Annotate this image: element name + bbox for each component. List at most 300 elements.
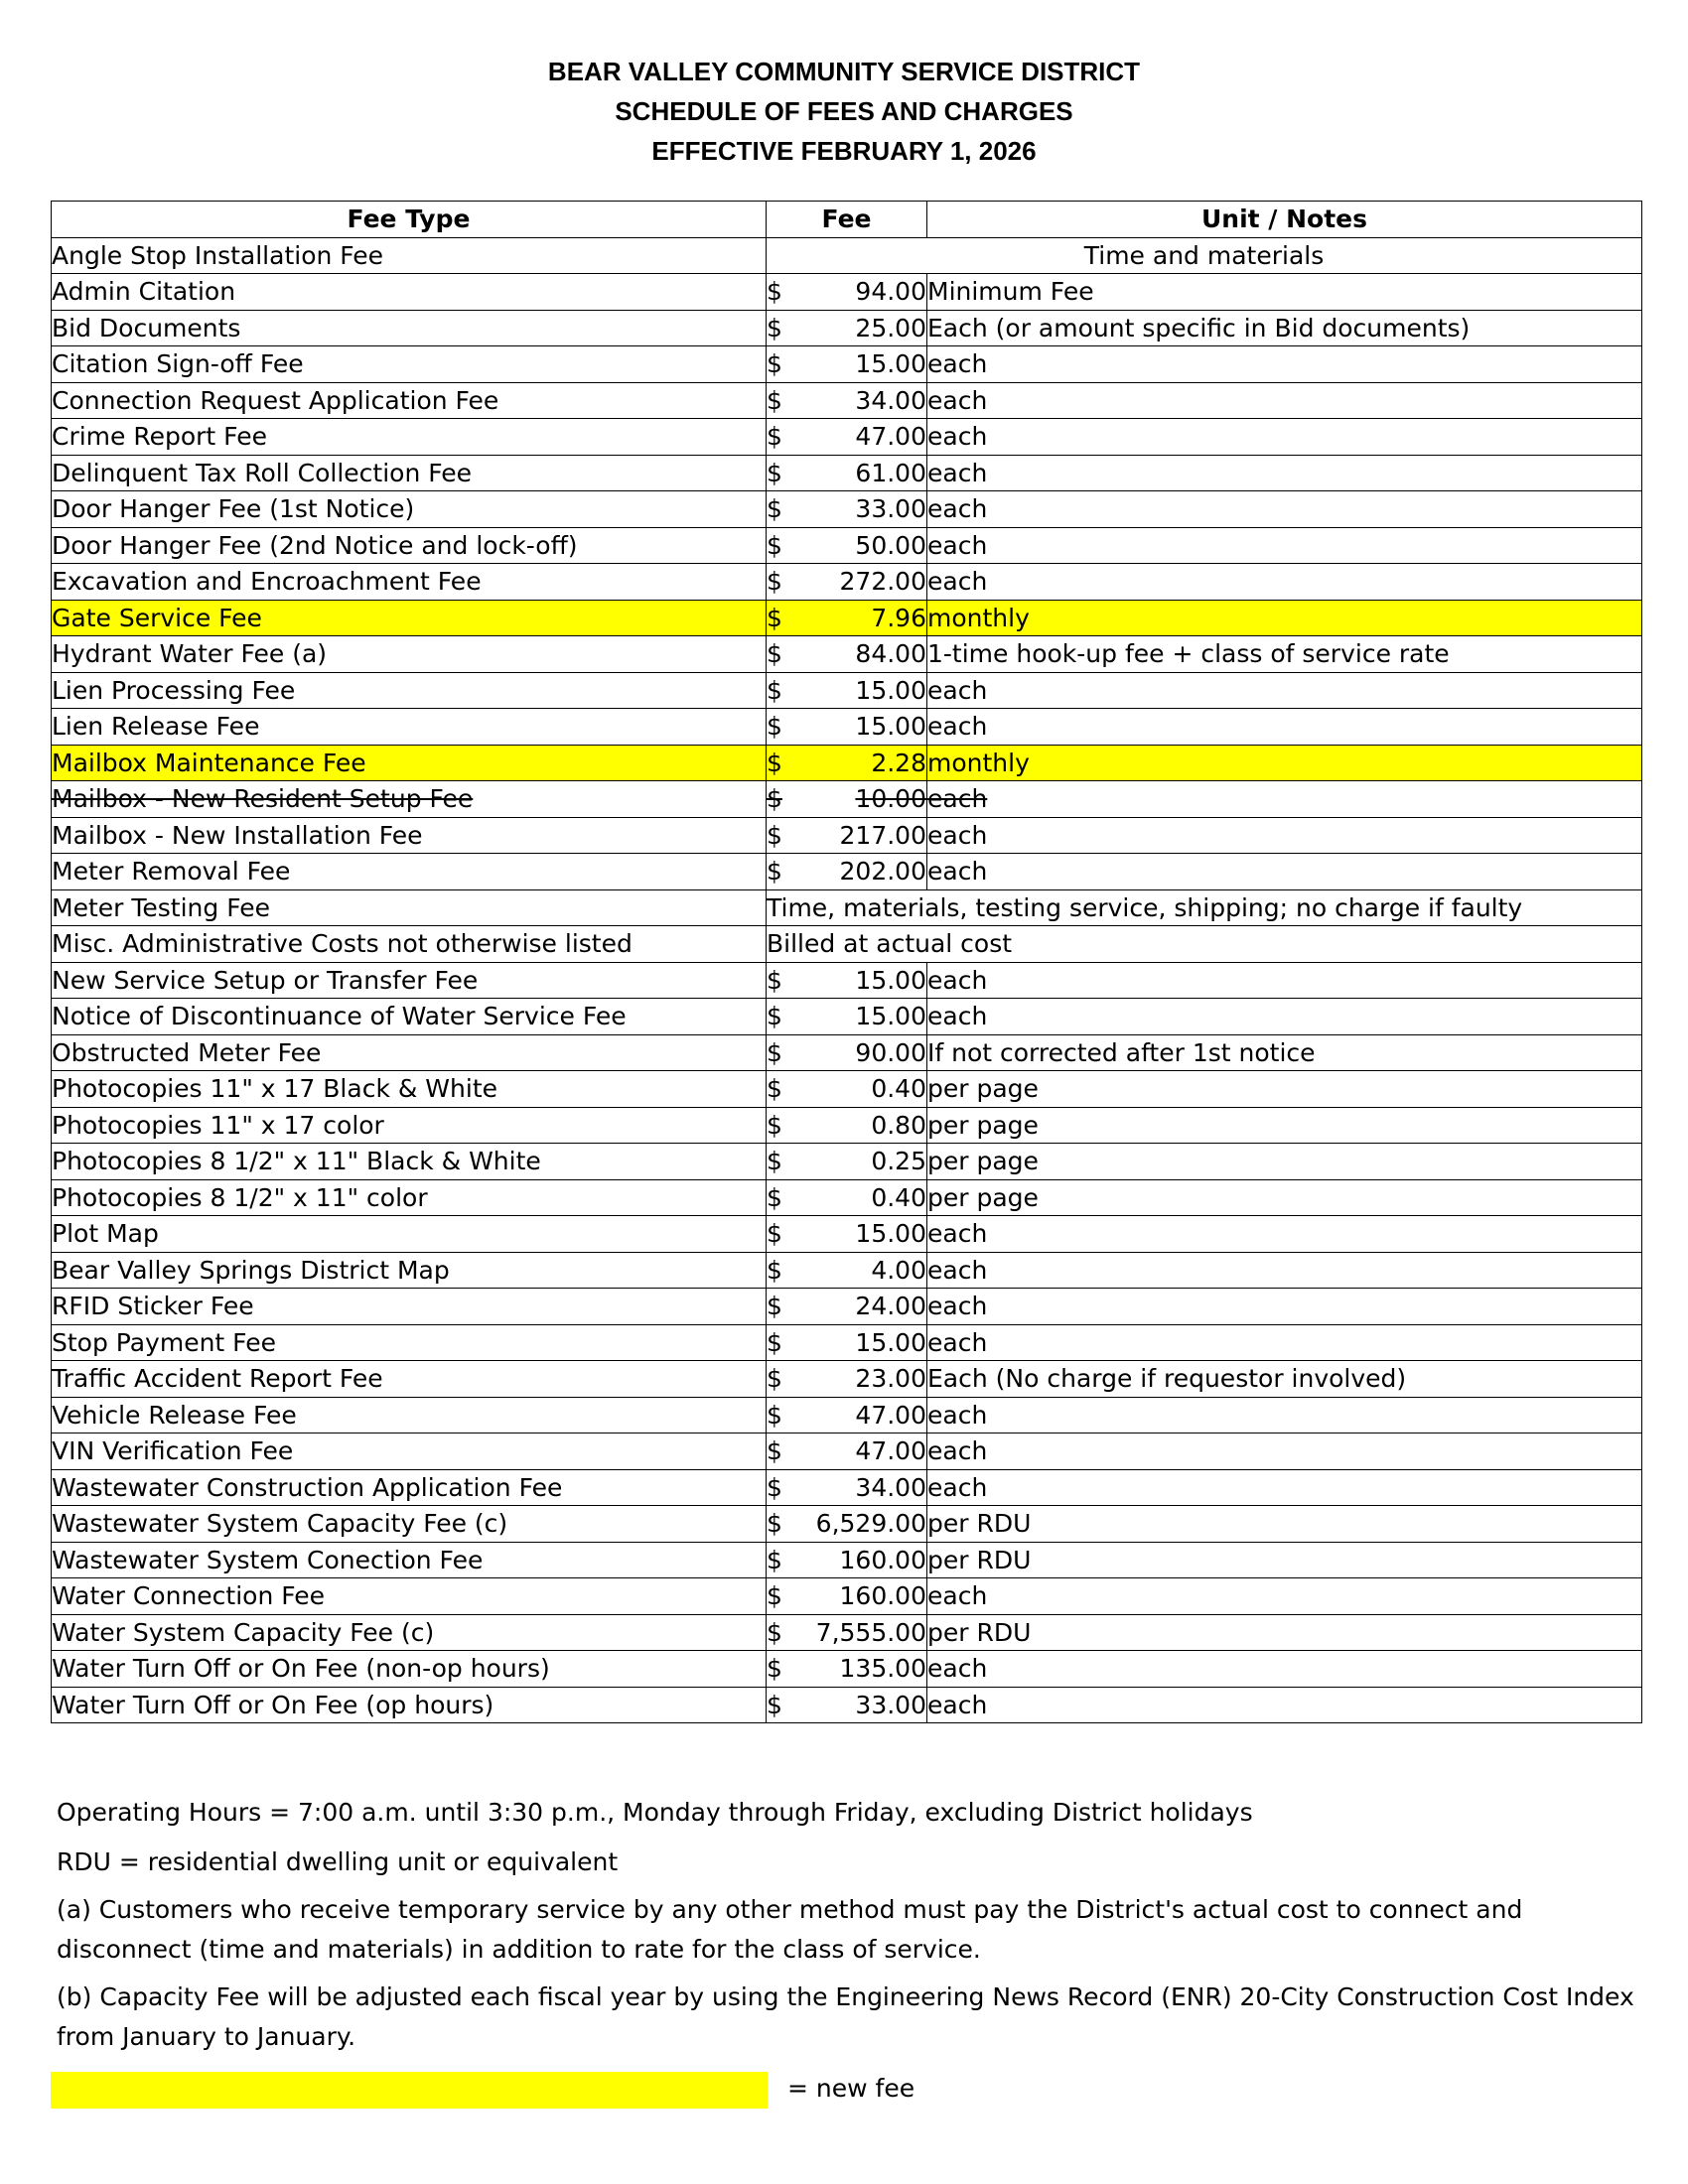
unit-notes-cell — [927, 1578, 1642, 1615]
fee-amount: 135.00 — [839, 1654, 926, 1684]
fee-amount: 0.80 — [871, 1110, 926, 1140]
currency-symbol: $ — [767, 1436, 782, 1466]
fee-type-text: Hydrant Water Fee (a) — [52, 639, 328, 669]
fee-amount: 33.00 — [855, 1690, 926, 1719]
fee-type-text: Crime Report Fee — [52, 422, 267, 452]
unit-notes-text: each — [927, 530, 988, 560]
fee-type-cell — [52, 1289, 767, 1325]
currency-symbol: $ — [767, 494, 782, 524]
unit-notes-text: each — [927, 1255, 988, 1285]
unit-notes-cell — [927, 382, 1642, 419]
currency-symbol: $ — [767, 1182, 782, 1212]
unit-notes-cell — [927, 709, 1642, 746]
unit-notes-text: each — [927, 1436, 988, 1466]
table-row — [52, 709, 1642, 746]
fee-type-cell — [52, 636, 767, 673]
table-row — [52, 1034, 1642, 1071]
unit-notes-cell — [927, 600, 1642, 636]
fee-amount: 272.00 — [839, 567, 926, 597]
unit-notes-text: each — [927, 1581, 988, 1611]
currency-symbol: $ — [767, 385, 782, 415]
table-row — [52, 999, 1642, 1035]
fee-amount: 15.00 — [855, 712, 926, 742]
unit-notes-text: each — [927, 857, 988, 887]
fee-type-text: Mailbox - New Installation Fee — [52, 820, 423, 850]
currency-symbol: $ — [767, 1690, 782, 1719]
currency-symbol: $ — [767, 1219, 782, 1249]
fee-type-cell — [52, 709, 767, 746]
fee-amount: 0.40 — [871, 1074, 926, 1104]
fee-type-text: Mailbox Maintenance Fee — [52, 748, 366, 777]
unit-notes-cell — [927, 491, 1642, 528]
fee-type-text: Photocopies 8 1/2" x 11" color — [52, 1182, 428, 1212]
fee-amount: 15.00 — [855, 1327, 926, 1357]
fee-amount: 4.00 — [871, 1255, 926, 1285]
fee-amount-cell — [767, 1289, 927, 1325]
fee-type-text: Lien Processing Fee — [52, 675, 296, 705]
unit-notes-text: each — [927, 1654, 988, 1684]
table-row — [52, 889, 1642, 926]
currency-symbol: $ — [767, 784, 782, 814]
currency-symbol: $ — [767, 1147, 782, 1176]
table-row — [52, 636, 1642, 673]
fee-type-text: Water System Capacity Fee (c) — [52, 1617, 435, 1647]
fee-type-cell — [52, 999, 767, 1035]
unit-notes-cell — [927, 1397, 1642, 1433]
fee-type-cell — [52, 926, 767, 963]
table-row — [52, 274, 1642, 311]
currency-symbol: $ — [767, 965, 782, 995]
fee-amount-cell — [767, 1614, 927, 1651]
fee-type-text: Vehicle Release Fee — [52, 1400, 297, 1430]
currency-symbol: $ — [767, 567, 782, 597]
fee-amount: 217.00 — [839, 820, 926, 850]
unit-notes-cell — [927, 999, 1642, 1035]
fee-type-cell — [52, 310, 767, 346]
fee-amount: 7.96 — [871, 603, 926, 632]
unit-notes-text: per page — [927, 1110, 1039, 1140]
fee-type-cell — [52, 1216, 767, 1253]
fee-type-text: Angle Stop Installation Fee — [52, 240, 384, 270]
fee-type-text: RFID Sticker Fee — [52, 1292, 254, 1321]
table-row — [52, 600, 1642, 636]
currency-symbol: $ — [767, 1472, 782, 1502]
fee-amount: 47.00 — [855, 422, 926, 452]
table-row — [52, 1469, 1642, 1506]
table-row — [52, 1397, 1642, 1433]
table-row — [52, 1179, 1642, 1216]
unit-notes-cell — [927, 1506, 1642, 1543]
fee-type-text: Photocopies 8 1/2" x 11" Black & White — [52, 1147, 541, 1176]
fee-type-text: Plot Map — [52, 1219, 159, 1249]
fee-type-cell — [52, 1506, 767, 1543]
fee-type-cell — [52, 1034, 767, 1071]
fee-amount-cell — [767, 274, 927, 311]
fee-type-cell — [52, 817, 767, 854]
currency-symbol: $ — [767, 639, 782, 669]
fee-type-text: Misc. Administrative Costs not otherwise listed — [52, 929, 633, 959]
fee-type-text: Mailbox - New Resident Setup Fee — [52, 784, 474, 814]
fee-amount: 10.00 — [855, 784, 926, 814]
table-row — [52, 817, 1642, 854]
currency-symbol: $ — [767, 349, 782, 379]
fee-type-cell — [52, 1144, 767, 1180]
unit-notes-cell — [927, 1433, 1642, 1470]
unit-notes-cell — [927, 1542, 1642, 1578]
fee-amount: 160.00 — [839, 1581, 926, 1611]
table-row — [52, 346, 1642, 383]
unit-notes-text: each — [927, 458, 988, 487]
fee-amount-cell — [767, 1179, 927, 1216]
fee-type-cell — [52, 346, 767, 383]
unit-notes-text: Each (or amount specific in Bid documents) — [927, 313, 1471, 342]
fee-amount-cell — [767, 564, 927, 601]
fee-type-cell — [52, 1687, 767, 1723]
fee-type-cell — [52, 527, 767, 564]
fee-type-text: Door Hanger Fee (2nd Notice and lock-off) — [52, 530, 578, 560]
table-row — [52, 1542, 1642, 1578]
fee-amount: 15.00 — [855, 965, 926, 995]
fee-type-text: Excavation and Encroachment Fee — [52, 567, 482, 597]
unit-notes-text: each — [927, 1472, 988, 1502]
fee-type-text: Citation Sign-off Fee — [52, 349, 304, 379]
fee-amount-cell — [767, 999, 927, 1035]
unit-notes-text: each — [927, 820, 988, 850]
fee-type-text: Meter Testing Fee — [52, 892, 270, 922]
footnote-b-line1: (b) Capacity Fee will be adjusted each fiscal year by using the Engineering News Record (ENR) 20-City Construction Cost Index — [57, 1982, 1634, 2011]
table-row — [52, 1144, 1642, 1180]
fee-type-text: Water Turn Off or On Fee (op hours) — [52, 1690, 494, 1719]
table-row — [52, 1687, 1642, 1723]
fee-type-cell — [52, 1614, 767, 1651]
unit-notes-cell — [927, 1324, 1642, 1361]
fee-type-cell — [52, 1542, 767, 1578]
currency-symbol: $ — [767, 1074, 782, 1104]
fee-amount: 47.00 — [855, 1436, 926, 1466]
fee-amount: 90.00 — [855, 1037, 926, 1067]
fee-type-cell — [52, 455, 767, 491]
unit-notes-text: monthly — [927, 603, 1030, 632]
unit-notes-cell — [927, 1614, 1642, 1651]
unit-notes-cell — [927, 672, 1642, 709]
table-row — [52, 1324, 1642, 1361]
unit-notes-text: Each (No charge if requestor involved) — [927, 1364, 1407, 1394]
unit-notes-cell — [927, 455, 1642, 491]
schedule-title: SCHEDULE OF FEES AND CHARGES — [615, 96, 1073, 126]
fee-amount-cell — [767, 1361, 927, 1398]
table-row — [52, 854, 1642, 890]
footnote-b-line2: from January to January. — [57, 2022, 356, 2051]
fee-type-cell — [52, 745, 767, 781]
fee-type-text: Connection Request Application Fee — [52, 385, 499, 415]
table-row — [52, 527, 1642, 564]
fee-type-cell — [52, 1361, 767, 1398]
unit-notes-cell — [927, 781, 1642, 818]
fee-type-cell — [52, 1433, 767, 1470]
merged-fee-notes-cell — [767, 926, 1642, 963]
district-name: BEAR VALLEY COMMUNITY SERVICE DISTRICT — [547, 57, 1141, 86]
fee-type-text: Lien Release Fee — [52, 712, 260, 742]
fee-amount-cell — [767, 310, 927, 346]
fee-amount-cell — [767, 854, 927, 890]
fee-amount: 25.00 — [855, 313, 926, 342]
fee-type-cell — [52, 1107, 767, 1144]
unit-notes-cell — [927, 1361, 1642, 1398]
currency-symbol: $ — [767, 1002, 782, 1031]
rdu-definition: RDU = residential dwelling unit or equivalent — [57, 1847, 619, 1876]
fee-type-cell — [52, 1397, 767, 1433]
unit-notes-cell — [927, 1107, 1642, 1144]
fee-amount-cell — [767, 600, 927, 636]
unit-notes-cell — [927, 564, 1642, 601]
fee-type-text: Wastewater Construction Application Fee — [52, 1472, 563, 1502]
fee-amount-cell — [767, 1506, 927, 1543]
fee-amount-cell — [767, 962, 927, 999]
currency-symbol: $ — [767, 1110, 782, 1140]
unit-notes-cell — [927, 1252, 1642, 1289]
fee-type-cell — [52, 491, 767, 528]
fee-type-text: Stop Payment Fee — [52, 1327, 276, 1357]
fee-amount-cell — [767, 1687, 927, 1723]
fee-type-cell — [52, 274, 767, 311]
currency-symbol: $ — [767, 603, 782, 632]
table-row — [52, 1614, 1642, 1651]
unit-notes-text: monthly — [927, 748, 1030, 777]
fee-amount: 2.28 — [871, 748, 926, 777]
table-row — [52, 962, 1642, 999]
unit-notes-text: each — [927, 1400, 988, 1430]
fee-amount-cell — [767, 1252, 927, 1289]
fee-type-text: Gate Service Fee — [52, 603, 262, 632]
table-row — [52, 745, 1642, 781]
unit-notes-cell — [927, 1071, 1642, 1108]
fee-amount-cell — [767, 1144, 927, 1180]
fee-type-cell — [52, 1179, 767, 1216]
table-row — [52, 382, 1642, 419]
unit-notes-cell — [927, 1179, 1642, 1216]
merged-fee-notes-cell — [767, 889, 1642, 926]
fee-amount-cell — [767, 1107, 927, 1144]
document-header — [0, 52, 1688, 171]
unit-notes-cell — [927, 346, 1642, 383]
fee-type-text: Admin Citation — [52, 277, 236, 307]
fee-type-text: Traffic Accident Report Fee — [52, 1364, 383, 1394]
unit-notes-cell — [927, 1687, 1642, 1723]
table-row — [52, 1107, 1642, 1144]
fee-type-text: Delinquent Tax Roll Collection Fee — [52, 458, 473, 487]
unit-notes-cell — [927, 962, 1642, 999]
fee-amount-cell — [767, 491, 927, 528]
fee-type-text: Wastewater System Conection Fee — [52, 1545, 484, 1574]
table-row — [52, 1361, 1642, 1398]
effective-date: EFFECTIVE FEBRUARY 1, 2026 — [651, 136, 1037, 166]
unit-notes-text: If not corrected after 1st notice — [927, 1037, 1316, 1067]
unit-notes-cell — [927, 636, 1642, 673]
new-fee-legend-text: = new fee — [787, 2074, 915, 2103]
fee-type-cell — [52, 1071, 767, 1108]
fee-amount: 34.00 — [855, 385, 926, 415]
unit-notes-text: per RDU — [927, 1545, 1032, 1574]
unit-notes-cell — [927, 1144, 1642, 1180]
currency-symbol: $ — [767, 1509, 782, 1539]
fee-amount: 15.00 — [855, 1219, 926, 1249]
unit-notes-text: per page — [927, 1074, 1039, 1104]
fee-amount: 94.00 — [855, 277, 926, 307]
table-row — [52, 1578, 1642, 1615]
table-row — [52, 1506, 1642, 1543]
unit-notes-text: 1-time hook-up fee + class of service rate — [927, 639, 1450, 669]
unit-notes-text: each — [927, 965, 988, 995]
fee-amount-cell — [767, 1542, 927, 1578]
fee-type-cell — [52, 1469, 767, 1506]
currency-symbol: $ — [767, 1255, 782, 1285]
unit-notes-text: per RDU — [927, 1509, 1032, 1539]
fee-type-cell — [52, 781, 767, 818]
table-row — [52, 781, 1642, 818]
unit-notes-text: each — [927, 1327, 988, 1357]
unit-notes-cell — [927, 854, 1642, 890]
currency-symbol: $ — [767, 748, 782, 777]
fee-amount: 15.00 — [855, 1002, 926, 1031]
fee-amount: 15.00 — [855, 349, 926, 379]
table-row — [52, 455, 1642, 491]
fee-amount-cell — [767, 672, 927, 709]
fee-type-cell — [52, 564, 767, 601]
fee-amount: 7,555.00 — [815, 1617, 926, 1647]
unit-notes-cell — [927, 419, 1642, 456]
fee-type-text: Water Turn Off or On Fee (non-op hours) — [52, 1654, 550, 1684]
fee-description-text: Time and materials — [1083, 240, 1325, 270]
currency-symbol: $ — [767, 530, 782, 560]
fee-amount: 34.00 — [855, 1472, 926, 1502]
table-row — [52, 1651, 1642, 1688]
table-row — [52, 564, 1642, 601]
currency-symbol: $ — [767, 1327, 782, 1357]
fee-amount-cell — [767, 1324, 927, 1361]
column-header-fee: Fee — [767, 202, 927, 238]
fee-amount: 160.00 — [839, 1545, 926, 1574]
fee-type-text: Photocopies 11" x 17 Black & White — [52, 1074, 497, 1104]
fee-type-text: VIN Verification Fee — [52, 1436, 294, 1466]
fee-amount: 6,529.00 — [815, 1509, 926, 1539]
table-row — [52, 1433, 1642, 1470]
fee-type-text: Door Hanger Fee (1st Notice) — [52, 494, 415, 524]
currency-symbol: $ — [767, 1654, 782, 1684]
fee-rows — [52, 237, 1642, 1723]
unit-notes-cell — [927, 1651, 1642, 1688]
fee-amount: 47.00 — [855, 1400, 926, 1430]
fee-amount-cell — [767, 382, 927, 419]
column-header-unit-notes: Unit / Notes — [927, 202, 1642, 238]
fee-amount: 50.00 — [855, 530, 926, 560]
fee-type-cell — [52, 419, 767, 456]
unit-notes-cell — [927, 310, 1642, 346]
unit-notes-cell — [927, 745, 1642, 781]
fee-amount: 202.00 — [839, 857, 926, 887]
new-fee-legend-swatch — [51, 2072, 768, 2109]
unit-notes-text: per page — [927, 1147, 1039, 1176]
table-row — [52, 310, 1642, 346]
unit-notes-cell — [927, 274, 1642, 311]
fee-amount-cell — [767, 346, 927, 383]
fee-description-text: Billed at actual cost — [767, 929, 1013, 959]
currency-symbol: $ — [767, 857, 782, 887]
unit-notes-cell — [927, 1469, 1642, 1506]
currency-symbol: $ — [767, 1581, 782, 1611]
unit-notes-text: each — [927, 712, 988, 742]
table-row — [52, 1071, 1642, 1108]
column-header-fee-type: Fee Type — [52, 202, 767, 238]
unit-notes-text: each — [927, 675, 988, 705]
fee-amount: 33.00 — [855, 494, 926, 524]
table-row — [52, 237, 1642, 274]
currency-symbol: $ — [767, 1617, 782, 1647]
fee-amount-cell — [767, 1433, 927, 1470]
unit-notes-text: per RDU — [927, 1617, 1032, 1647]
fee-description-text: Time, materials, testing service, shipping; no charge if faulty — [767, 892, 1523, 922]
fee-amount-cell — [767, 1397, 927, 1433]
currency-symbol: $ — [767, 675, 782, 705]
fee-type-cell — [52, 889, 767, 926]
fee-type-cell — [52, 1578, 767, 1615]
currency-symbol: $ — [767, 712, 782, 742]
unit-notes-cell — [927, 817, 1642, 854]
unit-notes-cell — [927, 1289, 1642, 1325]
fee-amount-cell — [767, 1651, 927, 1688]
unit-notes-cell — [927, 1216, 1642, 1253]
table-row — [52, 1252, 1642, 1289]
table-row — [52, 1216, 1642, 1253]
fee-type-cell — [52, 1252, 767, 1289]
fee-type-text: Bid Documents — [52, 313, 241, 342]
table-row — [52, 1289, 1642, 1325]
table-row — [52, 672, 1642, 709]
unit-notes-text: each — [927, 494, 988, 524]
unit-notes-cell — [927, 527, 1642, 564]
fee-amount: 0.40 — [871, 1182, 926, 1212]
unit-notes-text: each — [927, 1292, 988, 1321]
fee-type-cell — [52, 382, 767, 419]
fee-amount-cell — [767, 1216, 927, 1253]
table-row — [52, 491, 1642, 528]
unit-notes-text: each — [927, 1219, 988, 1249]
merged-fee-notes-cell — [767, 237, 1642, 274]
currency-symbol: $ — [767, 458, 782, 487]
fee-type-cell — [52, 1324, 767, 1361]
currency-symbol: $ — [767, 1545, 782, 1574]
currency-symbol: $ — [767, 1364, 782, 1394]
fee-type-cell — [52, 237, 767, 274]
currency-symbol: $ — [767, 1400, 782, 1430]
currency-symbol: $ — [767, 820, 782, 850]
fee-type-text: Wastewater System Capacity Fee (c) — [52, 1509, 508, 1539]
fee-amount: 23.00 — [855, 1364, 926, 1394]
fee-type-cell — [52, 600, 767, 636]
currency-symbol: $ — [767, 422, 782, 452]
fee-amount-cell — [767, 1034, 927, 1071]
table-row — [52, 419, 1642, 456]
currency-symbol: $ — [767, 277, 782, 307]
fee-amount-cell — [767, 817, 927, 854]
currency-symbol: $ — [767, 1037, 782, 1067]
fee-amount-cell — [767, 781, 927, 818]
unit-notes-text: each — [927, 385, 988, 415]
unit-notes-text: each — [927, 784, 988, 814]
unit-notes-text: per page — [927, 1182, 1039, 1212]
fee-amount: 84.00 — [855, 639, 926, 669]
fee-type-cell — [52, 854, 767, 890]
fee-schedule-table — [51, 201, 1642, 1723]
